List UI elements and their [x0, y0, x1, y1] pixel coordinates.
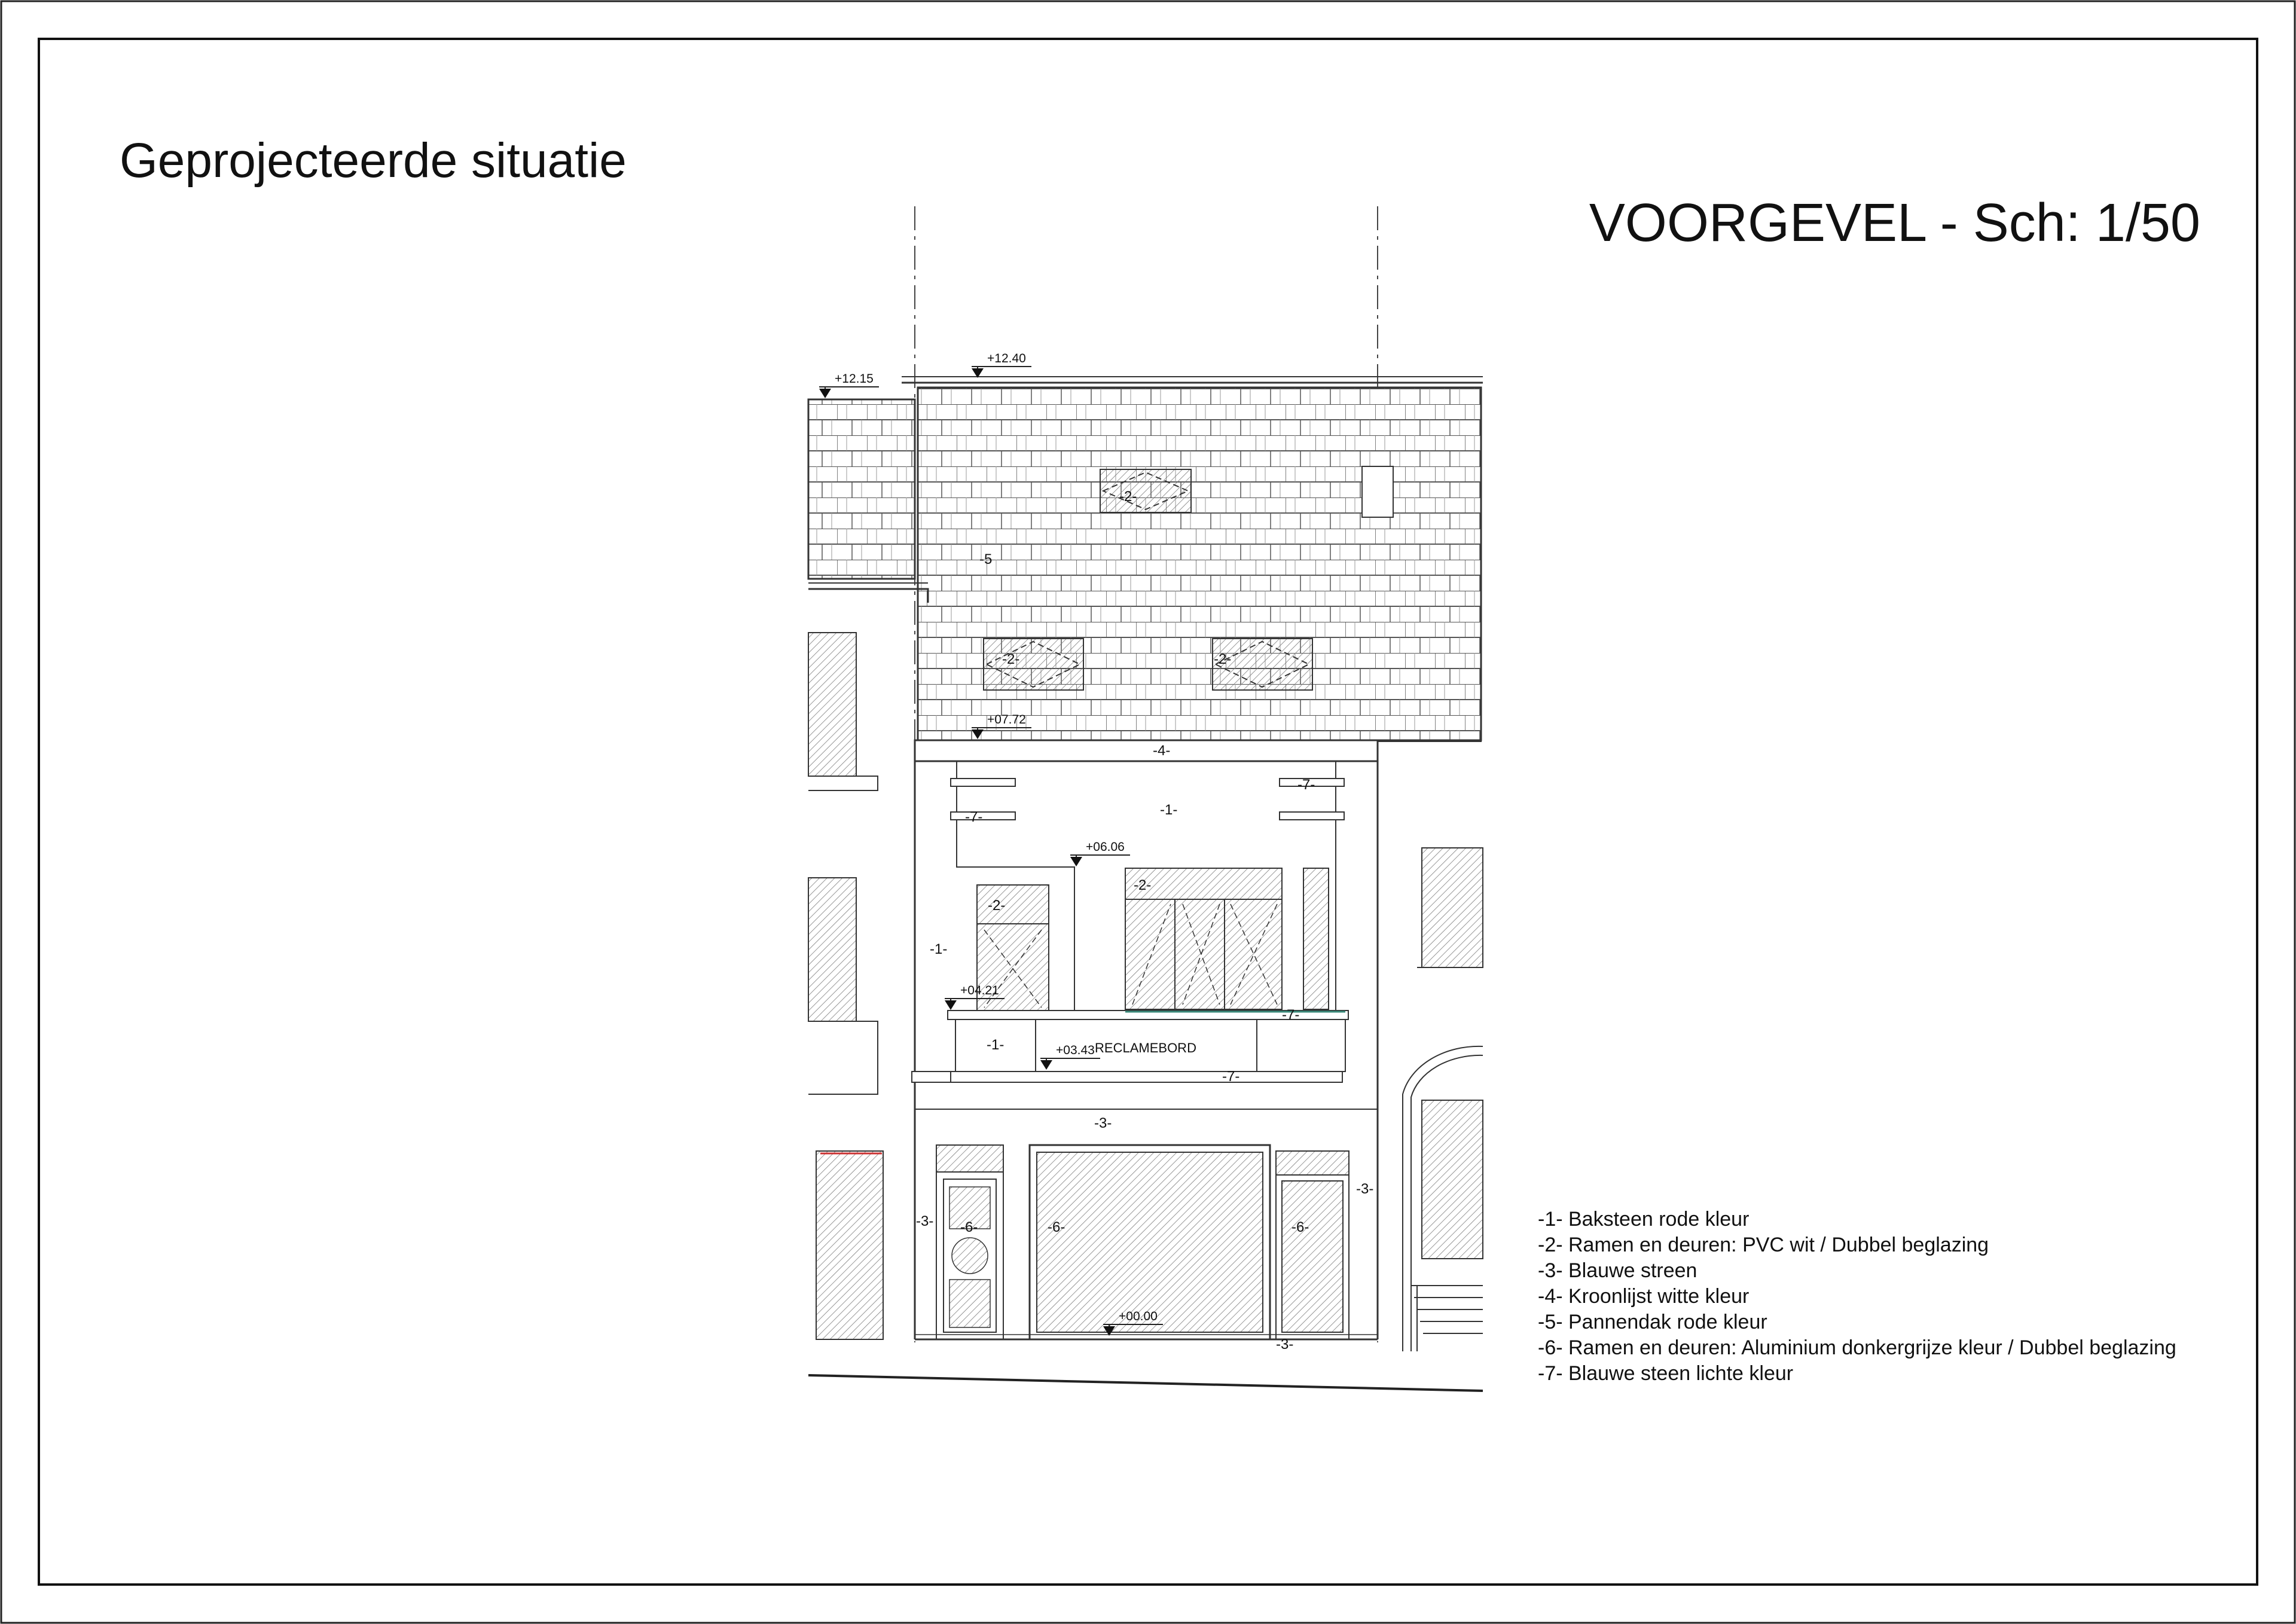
tag-window-roof-top: -2- — [1119, 489, 1137, 505]
stone-sill-3 — [951, 812, 1015, 820]
level-0772-label: +07.72 — [987, 713, 1026, 726]
material-legend — [1538, 1207, 2176, 1387]
tag-window-roof-left: -2- — [1002, 651, 1020, 667]
level-marker-1240 — [972, 352, 1031, 378]
neighbour-left-roof — [808, 399, 915, 579]
legend-item: -2- Ramen en deuren: PVC wit / Dubbel beglazing — [1538, 1234, 1989, 1256]
sign-label: RECLAMEBORD — [1095, 1040, 1196, 1055]
tag-door-ground-left: -6- — [960, 1219, 978, 1235]
tag-window-roof-right: -2- — [1214, 651, 1232, 667]
tag-balcony-stone: -7- — [1282, 1007, 1300, 1023]
roof-window-left — [984, 639, 1083, 690]
neighbour-right-door — [1422, 1100, 1483, 1259]
legend-item: -3- Blauwe streen — [1538, 1259, 1697, 1282]
legend-item: -7- Blauwe steen lichte kleur — [1538, 1362, 1794, 1385]
legend-item: -4- Kroonlijst witte kleur — [1538, 1285, 1750, 1308]
legend-item: -1- Baksteen rode kleur — [1538, 1208, 1750, 1231]
tag-brick-upper: -1- — [1160, 802, 1178, 818]
stone-sill-4 — [1280, 812, 1344, 820]
tag-blue-stone-right: -3- — [1356, 1181, 1374, 1197]
legend-item: -6- Ramen en deuren: Aluminium donkergrijze kleur / Dubbel beglazing — [1538, 1336, 2176, 1359]
neighbour-right-window — [1422, 848, 1483, 967]
page-title: Geprojecteerde situatie — [120, 133, 627, 188]
lower-cornice — [912, 1072, 1342, 1082]
ground-door-left — [936, 1145, 1003, 1339]
tag-brick-sign: -1- — [987, 1037, 1004, 1053]
level-marker-0606 — [1070, 840, 1130, 866]
level-1215-label: +12.15 — [835, 372, 874, 386]
level-0606-label: +06.06 — [1086, 840, 1125, 854]
level-marker-1215 — [819, 372, 879, 398]
tag-cornice: -4- — [1153, 743, 1171, 759]
tag-shop-window: -6- — [1048, 1219, 1065, 1235]
neighbour-right-steps — [1411, 1286, 1483, 1351]
level-0343-label: +03.43 — [1056, 1043, 1095, 1057]
neighbour-left-ledge-2 — [808, 1021, 878, 1094]
street-line — [808, 1375, 1483, 1391]
neighbour-left-ground-window — [816, 1151, 883, 1339]
chimney — [1362, 466, 1393, 517]
roof-window-top — [1100, 469, 1191, 512]
legend-item: -5- Pannendak rode kleur — [1538, 1311, 1767, 1333]
drawing-title: VOORGEVEL - Sch: 1/50 — [1589, 193, 2200, 253]
neighbour-left-ledge-1 — [808, 776, 878, 790]
tag-blue-stone-left: -3- — [916, 1213, 934, 1229]
neighbour-left-window-1 — [808, 633, 856, 776]
tag-door-upper-left: -2- — [988, 898, 1006, 914]
neighbour-left-window-2 — [808, 878, 856, 1021]
neighbour-left-gutter — [808, 589, 928, 603]
tag-blue-stone: -3- — [1094, 1115, 1112, 1131]
tag-sill-right: -7- — [1297, 777, 1315, 793]
level-1240-label: +12.40 — [987, 352, 1026, 365]
tag-sill-left: -7- — [965, 809, 983, 825]
tag-window-upper: -2- — [1134, 877, 1152, 893]
cornice — [915, 740, 1378, 761]
tag-plinth: -3- — [1276, 1336, 1294, 1353]
level-0421-label: +04.21 — [960, 984, 999, 997]
tag-roof: -5 — [979, 551, 993, 567]
stone-sill-1 — [951, 779, 1015, 786]
tag-door-ground-right: -6- — [1292, 1219, 1309, 1235]
ground-door-right — [1276, 1151, 1349, 1339]
level-0000-label: +00.00 — [1119, 1309, 1158, 1323]
tag-brick-left: -1- — [930, 941, 948, 957]
tag-lower-cornice: -7- — [1222, 1069, 1240, 1085]
upper-window-narrow — [1303, 868, 1329, 1009]
